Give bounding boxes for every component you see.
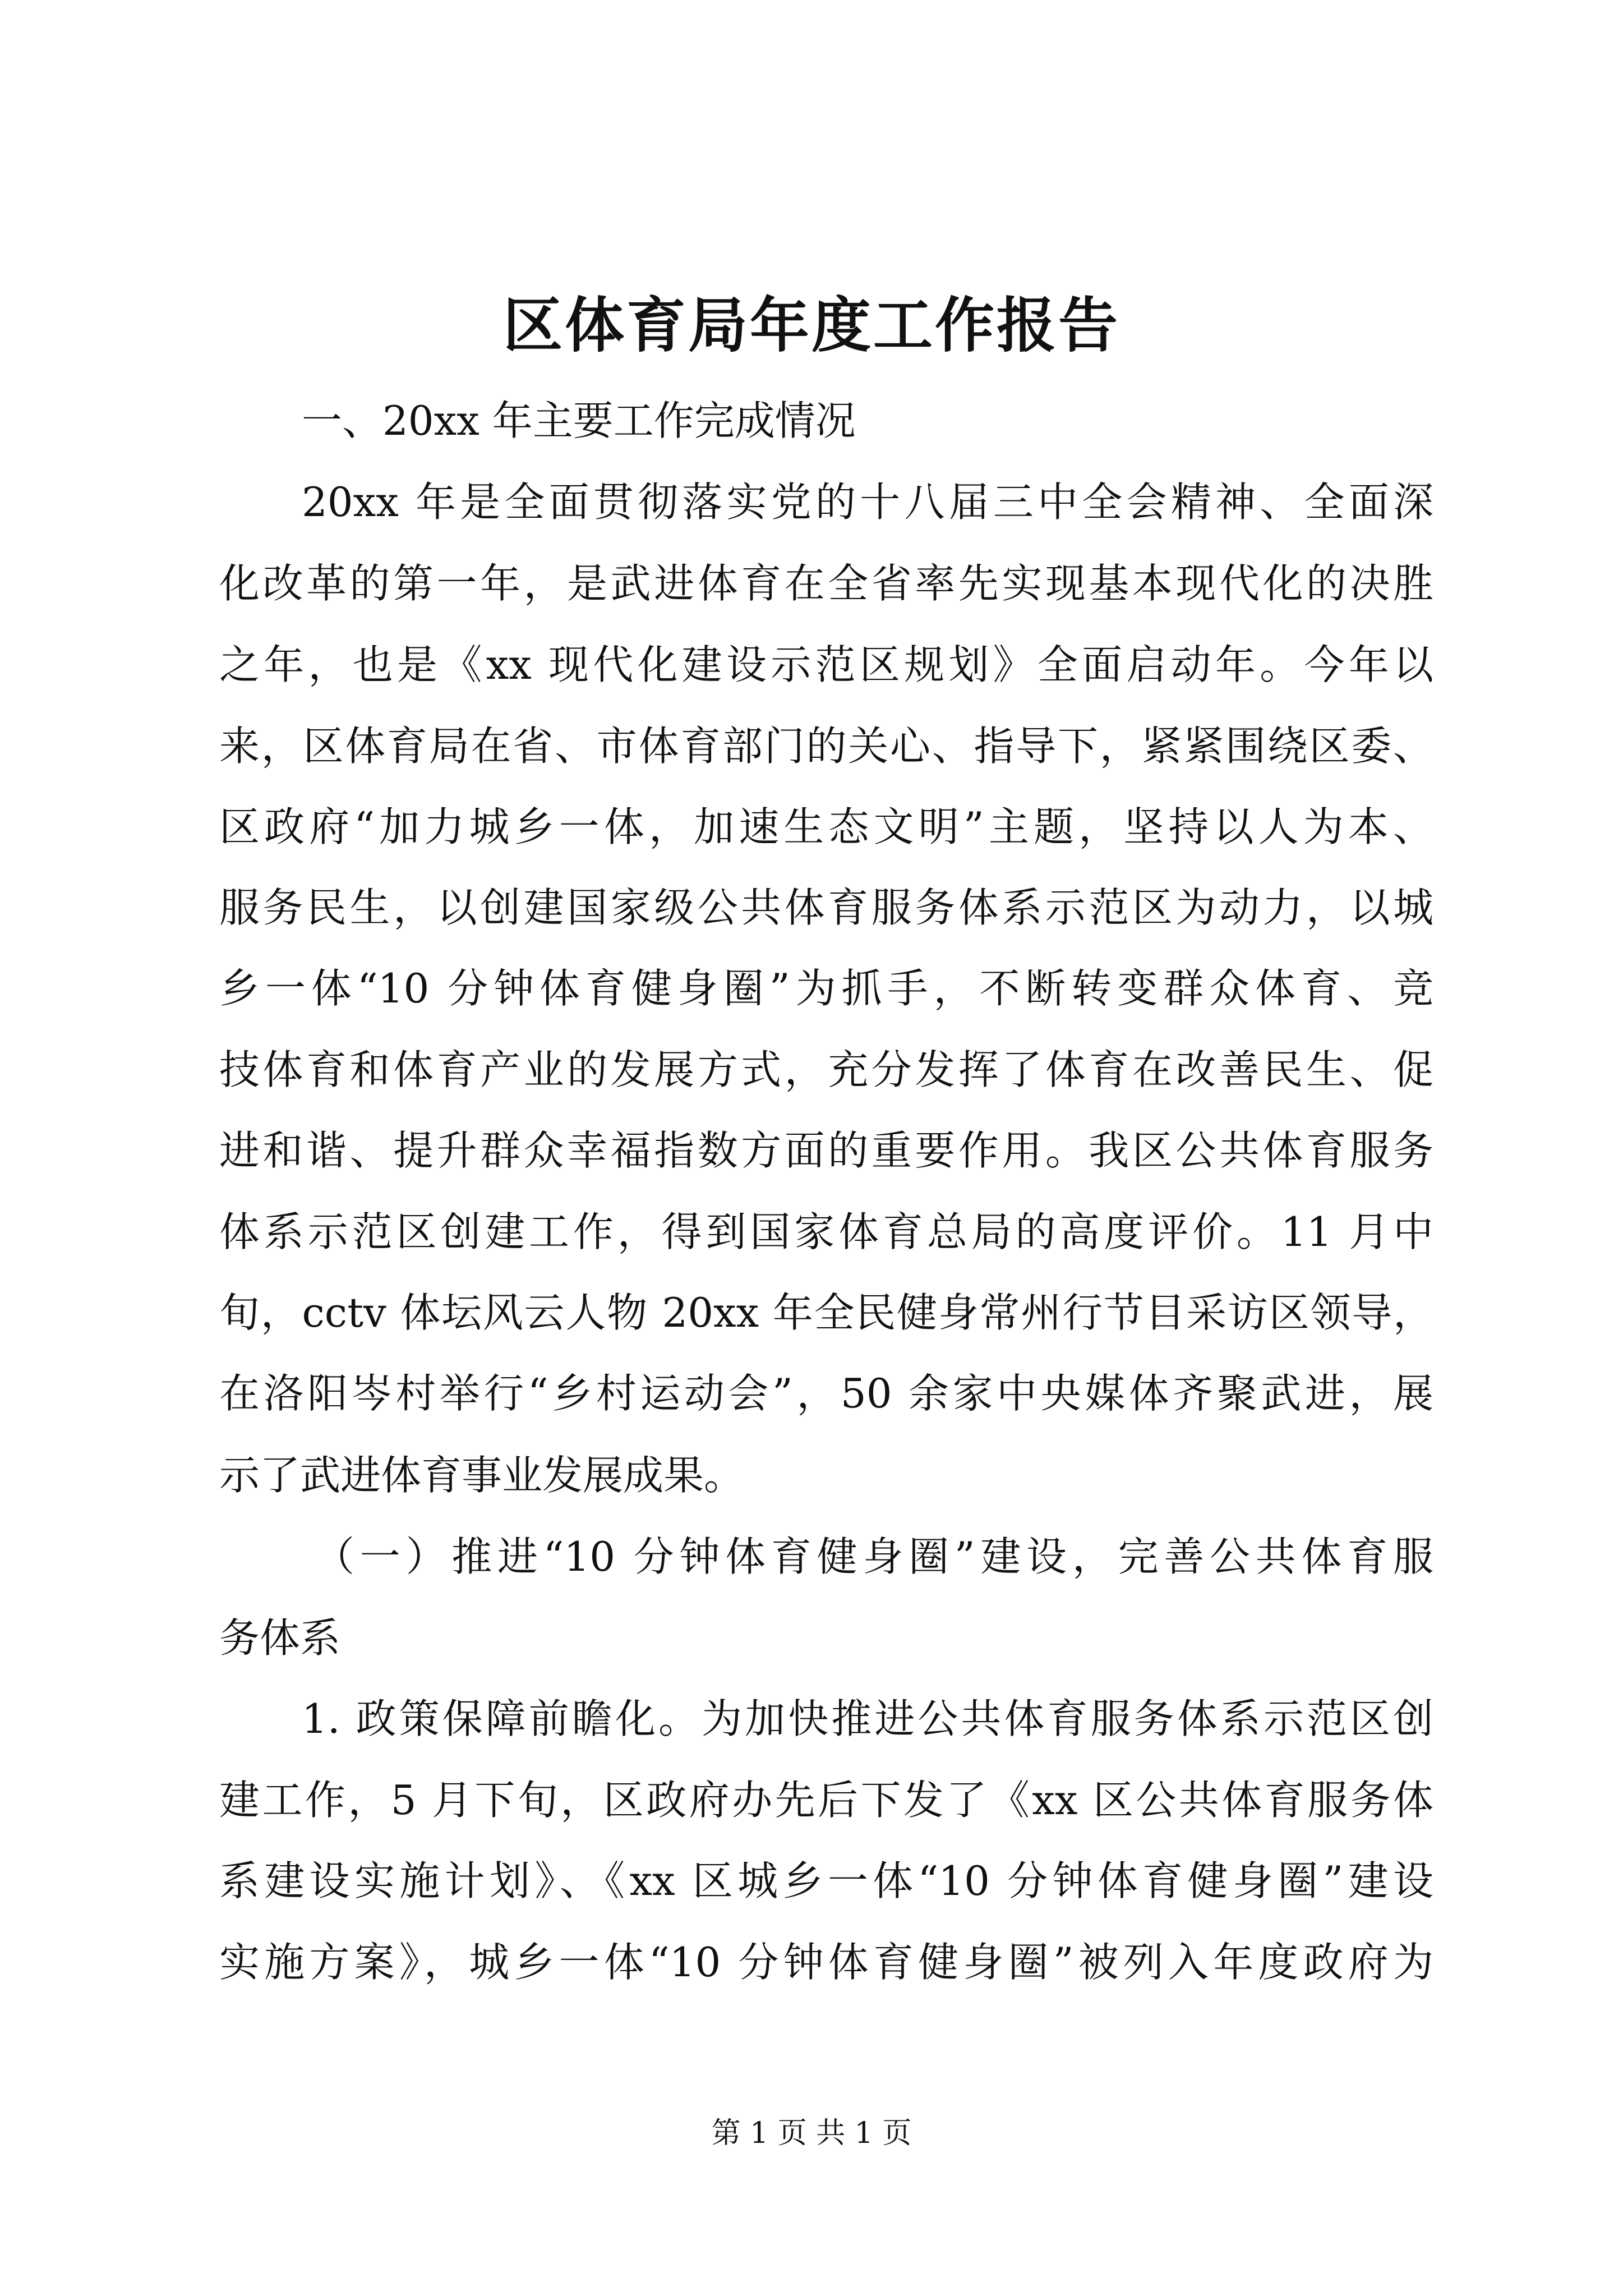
section-heading: 一、20xx 年主要工作完成情况	[302, 397, 856, 444]
paragraph-line: 体系示范区创建工作，得到国家体育总局的高度评价。11 月中	[219, 1208, 1433, 1255]
paragraph-line: 之年，也是《xx 现代化建设示范区规划》全面启动年。今年以	[219, 641, 1433, 688]
subsection-heading: 务体系	[219, 1614, 341, 1662]
paragraph-line: 系建设实施计划》、《xx 区城乡一体“10 分钟体育健身圈”建设	[219, 1857, 1433, 1904]
paragraph-line: 乡一体“10 分钟体育健身圈”为抓手，不断转变群众体育、竞	[219, 965, 1433, 1012]
paragraph-line: 区政府“加力城乡一体，加速生态文明”主题，坚持以人为本、	[219, 803, 1433, 850]
paragraph-line: 化改革的第一年，是武进体育在全省率先实现基本现代化的决胜	[219, 560, 1433, 607]
paragraph-line: 进和谐、提升群众幸福指数方面的重要作用。我区公共体育服务	[219, 1127, 1433, 1174]
paragraph-line: 示了武进体育事业发展成果。	[219, 1452, 745, 1499]
paragraph-line: 实施方案》，城乡一体“10 分钟体育健身圈”被列入年度政府为	[219, 1939, 1433, 1986]
paragraph-line: 建工作，5 月下旬，区政府办先后下发了《xx 区公共体育服务体	[219, 1777, 1433, 1824]
paragraph-line: 技体育和体育产业的发展方式，充分发挥了体育在改善民生、促	[219, 1046, 1433, 1093]
paragraph-line: 在洛阳岑村举行“乡村运动会”，50 余家中央媒体齐聚武进，展	[219, 1370, 1433, 1417]
document-title: 区体育局年度工作报告	[503, 290, 1120, 360]
paragraph-line: 旬，cctv 体坛风云人物 20xx 年全民健身常州行节目采访区领导，	[219, 1289, 1433, 1336]
paragraph-line: 来，区体育局在省、市体育部门的关心、指导下，紧紧围绕区委、	[219, 723, 1433, 770]
subsection-heading: （一）推进“10 分钟体育健身圈”建设，完善公共体育服	[314, 1533, 1433, 1580]
paragraph-line: 20xx 年是全面贯彻落实党的十八届三中全会精神、全面深	[302, 478, 1433, 526]
paragraph-line: 1. 政策保障前瞻化。为加快推进公共体育服务体系示范区创	[302, 1695, 1433, 1742]
page-footer: 第 1 页 共 1 页	[711, 2116, 912, 2150]
paragraph-line: 服务民生，以创建国家级公共体育服务体系示范区为动力，以城	[219, 884, 1433, 931]
